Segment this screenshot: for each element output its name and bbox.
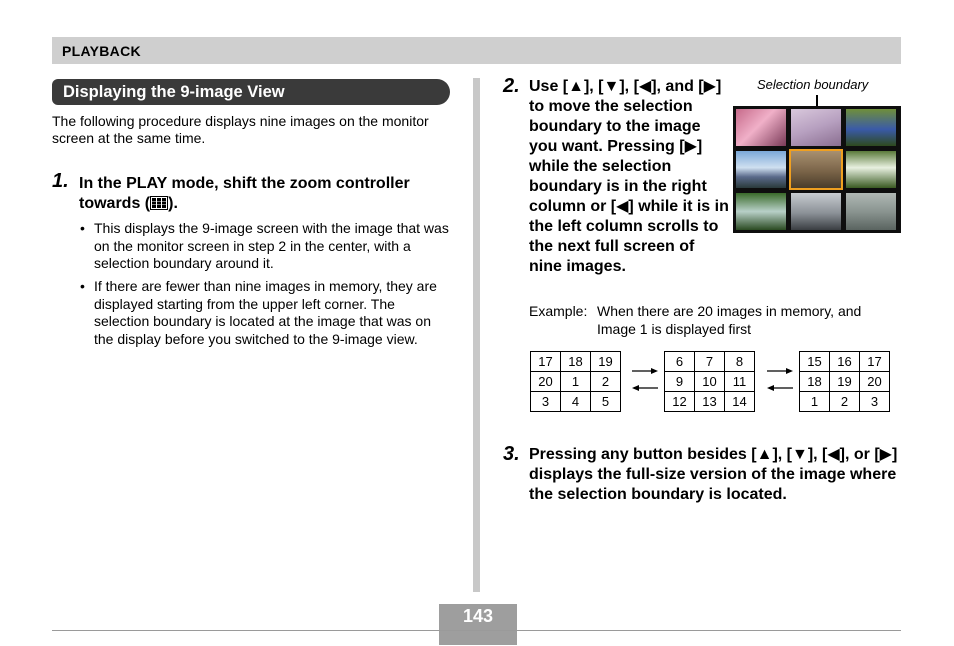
step-1-text-before: In the PLAY mode, shift the zoom controller towards ( — [79, 175, 410, 212]
grid-cell: 8 — [725, 352, 755, 372]
step-2-text: Use [▲], [▼], [◀], and [▶] to move the selection boundary to the image you want. Pressing [▶] while the selection boundary is in the right column or [◀] while it is in the left column scrolls to the next full screen of nine images. — [529, 78, 729, 275]
grid-cell: 14 — [725, 392, 755, 412]
thumbnail-calla-lily — [846, 151, 896, 188]
thumbnail-flowers-pink — [736, 109, 786, 146]
grid-cell: 17 — [860, 352, 890, 372]
grid-cell: 2 — [830, 392, 860, 412]
example-text: When there are 20 images in memory, and Image 1 is displayed first — [597, 303, 862, 337]
page-number: 143 — [462, 606, 494, 626]
thumbnail-selected-cat — [791, 151, 841, 188]
grid-cell: 10 — [695, 372, 725, 392]
image-grid-1 — [530, 351, 621, 412]
bullet-1-text: This displays the 9-image screen with the image that was on the monitor screen in step 2 in the center, with a selection boundary around it. — [94, 220, 449, 271]
bullet-dot: • — [80, 220, 85, 236]
grid-cell: 15 — [800, 352, 830, 372]
grid-cell: 19 — [830, 372, 860, 392]
grid-cell: 16 — [830, 352, 860, 372]
grid-cell: 20 — [860, 372, 890, 392]
thumbnail-foggy-forest — [846, 193, 896, 230]
grid-cell: 3 — [860, 392, 890, 412]
grid-cell: 18 — [561, 352, 591, 372]
step-1-text — [79, 174, 449, 216]
grid-cell: 13 — [695, 392, 725, 412]
step-1-number: 1. — [52, 170, 69, 192]
grid-cell: 9 — [665, 372, 695, 392]
header-label: PLAYBACK — [62, 43, 141, 59]
grid-cell: 1 — [561, 372, 591, 392]
thumbnail-stream — [736, 193, 786, 230]
grid-cell: 3 — [531, 392, 561, 412]
grid-cell: 11 — [725, 372, 755, 392]
thumbnail-road — [791, 193, 841, 230]
selection-boundary-label: Selection boundary — [757, 77, 869, 92]
page-number-box-lower — [439, 631, 517, 645]
step-3-number: 3. — [503, 443, 520, 465]
step-3-text: Pressing any button besides [▲], [▼], [◀], or [▶] displays the full-size version of the image where the selection boundary is located. — [529, 446, 898, 503]
thumbnail-iris — [846, 109, 896, 146]
step-1-text-after: ). — [168, 195, 178, 212]
grid-cell: 7 — [695, 352, 725, 372]
nine-image-grid-icon — [150, 196, 168, 216]
bullet-2-text: If there are fewer than nine images in memory, they are displayed starting from the upper left corner. The selection boundary is located at the image that was on the display before you switched to the 9-image view. — [94, 278, 437, 347]
column-divider — [473, 78, 480, 592]
grid-cell: 18 — [800, 372, 830, 392]
grid-cell: 19 — [591, 352, 621, 372]
grid-cell: 1 — [800, 392, 830, 412]
bullet-dot: • — [80, 278, 85, 294]
step-2-number: 2. — [503, 75, 520, 97]
header-bar — [52, 37, 901, 64]
intro-paragraph: The following procedure displays nine images on the monitor screen at the same time. — [52, 113, 429, 146]
scroll-arrows-2 — [765, 363, 795, 395]
grid-cell: 4 — [561, 392, 591, 412]
nine-image-screen — [733, 106, 901, 233]
section-title: Displaying the 9-image View — [63, 83, 285, 101]
grid-cell: 2 — [591, 372, 621, 392]
grid-cell: 5 — [591, 392, 621, 412]
thumbnail-mountain — [736, 151, 786, 188]
grid-cell: 20 — [531, 372, 561, 392]
thumbnail-cherry-blossom — [791, 109, 841, 146]
image-grid-2 — [664, 351, 755, 412]
scroll-arrows-1 — [630, 363, 660, 395]
grid-cell: 17 — [531, 352, 561, 372]
image-grid-3 — [799, 351, 890, 412]
example-label: Example: — [529, 303, 588, 319]
grid-cell: 6 — [665, 352, 695, 372]
grid-cell: 12 — [665, 392, 695, 412]
